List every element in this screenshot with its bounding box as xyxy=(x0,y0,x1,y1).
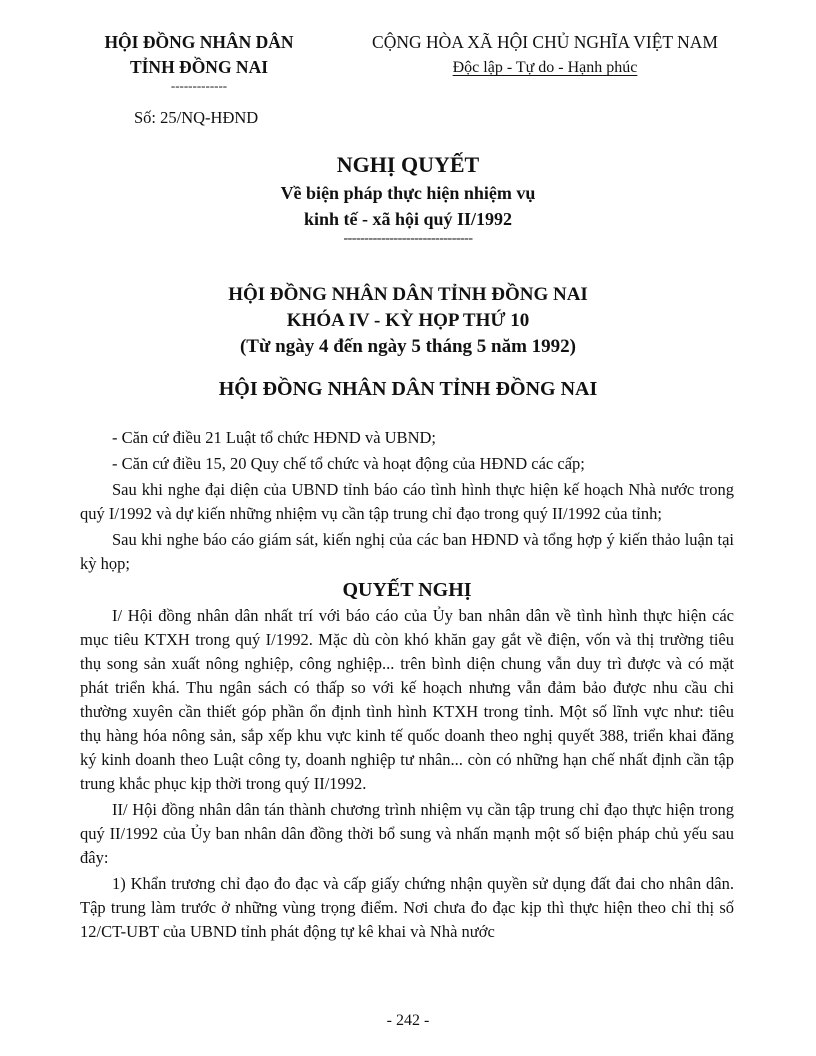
council-session-block xyxy=(0,282,816,360)
issuer-line-2: TỈNH ĐỒNG NAI xyxy=(129,57,269,77)
council-name: HỘI ĐỒNG NHÂN DÂN TỈNH ĐỒNG NAI xyxy=(228,284,588,305)
issuer-divider: ------------- xyxy=(170,78,228,93)
document-subtitle-1: Về biện pháp thực hiện nhiệm vụ xyxy=(280,183,536,203)
document-subtitle-2: kinh tế - xã hội quý II/1992 xyxy=(303,209,513,229)
title-divider: ------------------------------- xyxy=(343,231,473,246)
document-title-block xyxy=(0,150,816,246)
document-title: NGHỊ QUYẾT xyxy=(336,152,480,177)
item-1-paragraph: 1) Khẩn trương chỉ đạo đo đạc và cấp giấy chứng nhận quyền sử dụng đất đai cho nhân dân. Tập trung làm trước ở những vùng trọng điểm. Nơi chưa đo đạc kịp thì thực hiện theo chỉ thị số 12/CT-UBT của UBND tỉnh phát động tự kê khai và Nhà nước xyxy=(80,874,734,941)
council-session: KHÓA IV - KỲ HỌP THỨ 10 xyxy=(286,310,530,331)
national-motto: Độc lập - Tự do - Hạnh phúc xyxy=(452,59,638,76)
basis-paragraph-4: Sau khi nghe báo cáo giám sát, kiến nghị của các ban HĐND và tổng hợp ý kiến thảo luận tại kỳ họp; xyxy=(80,530,734,573)
basis-paragraph-1: - Căn cứ điều 21 Luật tổ chức HĐND và UBND; xyxy=(112,428,436,447)
document-body xyxy=(80,426,734,946)
decision-heading: QUYẾT NGHỊ xyxy=(342,579,472,601)
national-header xyxy=(340,30,750,80)
council-name-repeat: HỘI ĐỒNG NHÂN DÂN TỈNH ĐỒNG NAI xyxy=(218,378,598,400)
council-dates: (Từ ngày 4 đến ngày 5 tháng 5 năm 1992) xyxy=(239,336,577,357)
issuer-header xyxy=(74,30,324,92)
section-1-paragraph: I/ Hội đồng nhân dân nhất trí với báo cáo của Ủy ban nhân dân về tình hình thực hiện các mục tiêu KTXH trong quý I/1992. Mặc dù còn khó khăn gay gắt về điện, vốn và thị trường tiêu thụ song sản xuất nông nghiệp, công nghiệp... trên bình diện chung vẫn duy trì được và có mặt phát triển khá. Thu ngân sách có thấp so với kế hoạch nhưng vẫn đảm bảo được nhu cầu chi thường xuyên cần thiết góp phần ổn định tình hình KTXH trong tỉnh. Một số lĩnh vực như: tiêu thụ hàng hóa nông sản, sắp xếp khu vực kinh tế quốc doanh theo nghị quyết 388, triển khai đăng ký kinh doanh theo Luật công ty, doanh nghiệp tư nhân... còn có những hạn chế nhất định cần tập trung khắc phục kịp thời trong quý II/1992. xyxy=(80,606,734,793)
section-2-paragraph: II/ Hội đồng nhân dân tán thành chương trình nhiệm vụ cần tập trung chỉ đạo thực hiện trong quý II/1992 của Ủy ban nhân dân đồng thời bổ sung và nhấn mạnh một số biện pháp chủ yếu sau đây: xyxy=(80,800,734,867)
basis-paragraph-2: - Căn cứ điều 15, 20 Quy chế tổ chức và hoạt động của HĐND các cấp; xyxy=(112,454,585,473)
page-number: - 242 - xyxy=(386,1012,430,1029)
basis-paragraph-3: Sau khi nghe đại diện của UBND tỉnh báo cáo tình hình thực hiện kế hoạch Nhà nước trong quý I/1992 và dự kiến những nhiệm vụ cần tập trung chỉ đạo trong quý II/1992 của tỉnh; xyxy=(80,480,734,523)
issuer-line-1: HỘI ĐỒNG NHÂN DÂN xyxy=(104,32,294,52)
document-number: Số: 25/NQ-HĐND xyxy=(134,108,259,127)
national-title: CỘNG HÒA XÃ HỘI CHỦ NGHĨA VIỆT NAM xyxy=(372,32,718,52)
